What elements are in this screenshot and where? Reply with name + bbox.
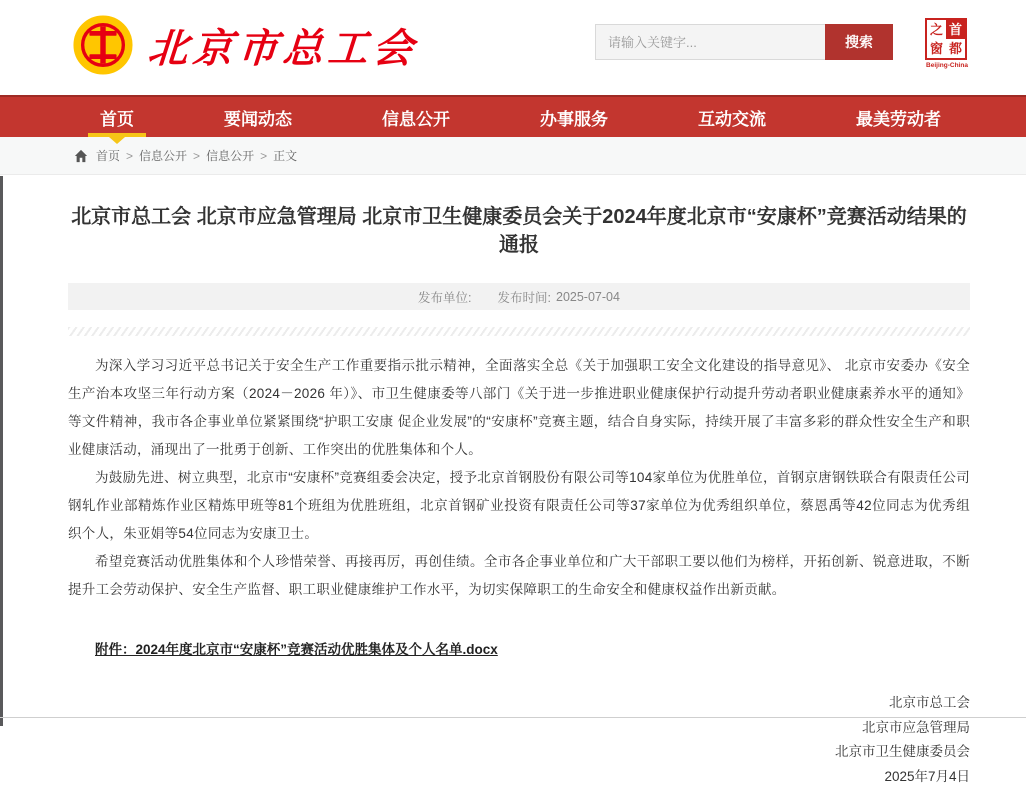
breadcrumb [0, 137, 1026, 175]
signature-line: 北京市应急管理局 [68, 716, 970, 741]
home-icon[interactable] [74, 149, 88, 163]
publish-time-value: 2025-07-04 [556, 290, 620, 304]
seal-char: 都 [946, 39, 965, 58]
nav-item-info-disclosure[interactable]: 信息公开 [368, 97, 464, 137]
breadcrumb-item-info2[interactable]: 信息公开 [206, 147, 254, 164]
breadcrumb-item-info[interactable]: 信息公开 [139, 147, 187, 164]
publish-time-label: 发布时间: [498, 288, 551, 306]
search-bar [595, 24, 893, 60]
nav-item-services[interactable]: 办事服务 [526, 97, 622, 137]
breadcrumb-item-current: 正文 [273, 147, 297, 164]
breadcrumb-item-home[interactable]: 首页 [96, 147, 120, 164]
seal-caption: Beijing-China [925, 62, 969, 69]
signature-block [68, 691, 970, 789]
search-button[interactable]: 搜索 [825, 24, 893, 60]
capital-window-seal-icon [925, 18, 967, 60]
breadcrumb-separator: > [260, 149, 267, 163]
nav-item-model-workers[interactable]: 最美劳动者 [842, 97, 955, 137]
paragraph: 为鼓励先进、树立典型，北京市“安康杯”竞赛组委会决定，授予北京首钢股份有限公司等104家单位为优胜单位，首钢京唐钢铁联合有限责任公司钢轧作业部精炼作业区精炼甲班等81个班组为优胜班组，北京首钢矿业投资有限责任公司等37家单位为优秀组织单位，蔡恩禹等42位同志为优秀组织个人，朱亚娟等54位同志为安康卫士。 [68, 464, 970, 548]
attachment-link[interactable]: 附件：2024年度北京市“安康杯”竞赛活动优胜集体及个人名单.docx [95, 638, 498, 658]
breadcrumb-separator: > [193, 149, 200, 163]
article [0, 203, 1026, 789]
hatched-divider [68, 327, 970, 336]
seal-char: 窗 [927, 39, 946, 58]
paragraph: 希望竞赛活动优胜集体和个人珍惜荣誉、再接再厉，再创佳绩。全市各企事业单位和广大干部职工要以他们为榜样，开拓创新、锐意进取，不断提升工会劳动保护、安全生产监督、职工职业健康维护工作水平，为切实保障职工的生命安全和健康权益作出新贡献。 [68, 548, 970, 604]
window-bottom-edge [0, 717, 1026, 718]
site-title: 北京市总工会 [146, 17, 420, 74]
article-title: 北京市总工会 北京市应急管理局 北京市卫生健康委员会关于2024年度北京市“安康杯”竞赛活动结果的通报 [68, 203, 970, 259]
site-header [0, 0, 1026, 95]
signature-date: 2025年7月4日 [68, 765, 970, 789]
window-left-edge [0, 176, 3, 726]
search-input[interactable] [595, 24, 825, 60]
breadcrumb-separator: > [126, 149, 133, 163]
nav-item-news[interactable]: 要闻动态 [210, 97, 306, 137]
main-nav [0, 95, 1026, 137]
seal-char: 之 [927, 20, 946, 39]
union-emblem-icon [72, 14, 134, 76]
capital-window-seal[interactable] [925, 18, 969, 69]
publisher-label: 发布单位: [418, 288, 471, 306]
site-logo[interactable] [72, 14, 418, 76]
nav-item-interaction[interactable]: 互动交流 [684, 97, 780, 137]
seal-char: 首 [946, 20, 965, 39]
paragraph: 为深入学习习近平总书记关于安全生产工作重要指示批示精神，全面落实全总《关于加强职工安全文化建设的指导意见》、 北京市安委办《安全生产治本攻坚三年行动方案（2024－2026 年）》、市卫生健康委等八部门《关于进一步推进职业健康保护行动提升劳动者职业健康素养水平的通知》等文件精神，我市各企事业单位紧紧围绕“护职工安康 促企业发展”的“安康杯”竞赛主题，结合自身实际，持续开展了丰富多彩的群众性安全生产和职业健康活动，涌现出了一批勇于创新、工作突出的优胜集体和个人。 [68, 352, 970, 464]
article-meta-bar [68, 283, 970, 310]
nav-item-home[interactable]: 首页 [86, 97, 148, 137]
signature-line: 北京市卫生健康委员会 [68, 740, 970, 765]
article-body [68, 352, 970, 604]
signature-line: 北京市总工会 [68, 691, 970, 716]
